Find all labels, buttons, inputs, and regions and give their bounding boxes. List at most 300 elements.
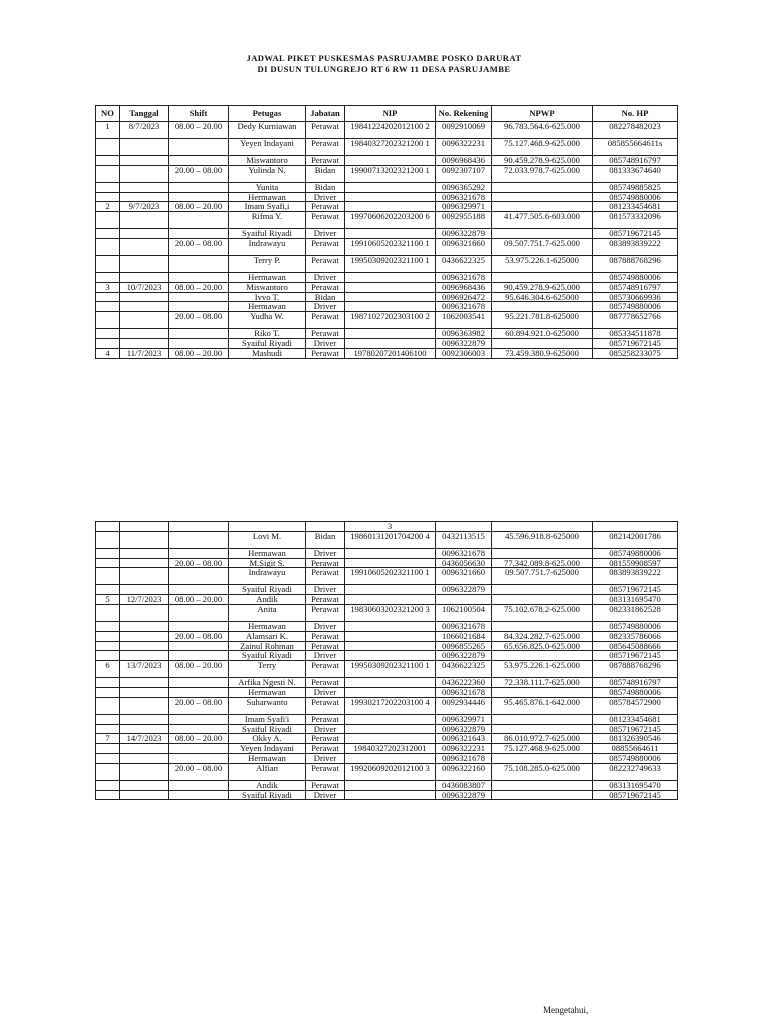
cell-tanggal — [120, 229, 169, 239]
cell-no — [96, 312, 120, 329]
cell-no — [96, 641, 120, 651]
cell-shift — [169, 753, 229, 763]
cell-tanggal — [120, 780, 169, 790]
cell-nip: 19920609202012100 3 — [345, 763, 436, 780]
table-row — [96, 678, 678, 688]
cell-no — [96, 678, 120, 688]
cell-jabatan: Perawat — [306, 238, 345, 255]
cell-jabatan: Perawat — [306, 282, 345, 292]
cell-shift — [169, 585, 229, 595]
cell-hp: 085719672145 — [593, 585, 678, 595]
cell-petugas: Syaiful Riyadi — [229, 338, 306, 348]
cell-no — [96, 558, 120, 568]
table-row — [96, 229, 678, 239]
cell-hp: 082142001786 — [593, 531, 678, 548]
cell-shift — [169, 255, 229, 272]
cell-tanggal — [120, 156, 169, 166]
cell-hp: 082278482023 — [593, 122, 678, 139]
table-row — [96, 329, 678, 339]
cell-no — [96, 780, 120, 790]
cell-hp: 083131695470 — [593, 780, 678, 790]
cell-hp: 087778652766 — [593, 312, 678, 329]
cell-npwp: 72.033.978.7-625.000 — [492, 165, 593, 182]
cell-petugas: Zainul Rohman — [229, 641, 306, 651]
cell-hp: 085855664611s — [593, 139, 678, 156]
cell-tanggal — [120, 338, 169, 348]
cell-hp: 085730669936 — [593, 292, 678, 302]
cell-nip — [345, 621, 436, 631]
cell-npwp — [492, 585, 593, 595]
cell-hp: 083893839222 — [593, 238, 678, 255]
header-nip: NIP — [345, 106, 436, 122]
cell-rekening: 0096926472 — [436, 292, 492, 302]
cell-shift — [169, 678, 229, 688]
cell-no: 3 — [96, 282, 120, 292]
cell-nip: 19930217202203100 4 — [345, 697, 436, 714]
cell-no — [96, 744, 120, 754]
cell-tanggal — [120, 255, 169, 272]
cell-no — [96, 753, 120, 763]
cell-tanggal — [120, 568, 169, 585]
cell-jabatan: Perawat — [306, 734, 345, 744]
cell-rekening: 0096322160 — [436, 763, 492, 780]
cell-nip: 19830603202321200 3 — [345, 604, 436, 621]
table-row — [96, 202, 678, 212]
cell-no: 5 — [96, 595, 120, 605]
table-row — [96, 522, 678, 532]
cell-shift: 08.00 – 20.00 — [169, 202, 229, 212]
cell-nip: 19780207201406100 — [345, 348, 436, 358]
cell-tanggal — [120, 548, 169, 558]
cell-npwp — [492, 687, 593, 697]
cell-shift — [169, 604, 229, 621]
cell-shift — [169, 229, 229, 239]
table-row — [96, 338, 678, 348]
cell-shift: 20.00 – 08.00 — [169, 631, 229, 641]
header-tanggal: Tanggal — [120, 106, 169, 122]
cell-rekening: 0432113515 — [436, 531, 492, 548]
cell-hp: 085749880006 — [593, 753, 678, 763]
cell-rekening — [436, 595, 492, 605]
cell-no — [96, 272, 120, 282]
cell-jabatan: Perawat — [306, 697, 345, 714]
cell-npwp: 65.656.825.0-625.000 — [492, 641, 593, 651]
cell-nip — [345, 631, 436, 641]
cell-no — [96, 329, 120, 339]
cell-npwp — [492, 182, 593, 192]
cell-hp: 082331862528 — [593, 604, 678, 621]
cell-jabatan: Driver — [306, 753, 345, 763]
header-jabatan: Jabatan — [306, 106, 345, 122]
cell-nip — [345, 651, 436, 661]
cell-rekening: 1062003541 — [436, 312, 492, 329]
cell-rekening: 0096329971 — [436, 714, 492, 724]
cell-shift — [169, 568, 229, 585]
cell-petugas: Syaiful Riyadi — [229, 585, 306, 595]
cell-rekening: 1066021684 — [436, 631, 492, 641]
cell-npwp — [492, 548, 593, 558]
cell-petugas: Alamsari K. — [229, 631, 306, 641]
cell-npwp: 60.894.921.0-625000 — [492, 329, 593, 339]
cell-hp: 082232749633 — [593, 763, 678, 780]
cell-rekening: 0096855265 — [436, 641, 492, 651]
cell-nip — [345, 687, 436, 697]
cell-shift — [169, 780, 229, 790]
table-row — [96, 255, 678, 272]
table-row — [96, 348, 678, 358]
cell-no — [96, 338, 120, 348]
cell-jabatan: Perawat — [306, 714, 345, 724]
cell-hp: 083893839222 — [593, 568, 678, 585]
cell-jabatan: Driver — [306, 548, 345, 558]
cell-npwp — [492, 595, 593, 605]
document-title-line-2: DI DUSUN TULUNGREJO RT 6 RW 11 DESA PASRUJAMBE — [257, 64, 511, 74]
cell-npwp: 77.342.089.8-625.000 — [492, 558, 593, 568]
cell-jabatan: Driver — [306, 790, 345, 800]
cell-rekening: 0096321678 — [436, 192, 492, 202]
cell-rekening: 0096322231 — [436, 139, 492, 156]
cell-rekening: 0436083807 — [436, 780, 492, 790]
cell-npwp: 09.507.751.7-625000 — [492, 568, 593, 585]
table-row — [96, 780, 678, 790]
cell-hp: 085749880006 — [593, 548, 678, 558]
cell-petugas: Hermawan — [229, 621, 306, 631]
table-row — [96, 302, 678, 312]
cell-hp: 087888768296 — [593, 255, 678, 272]
cell-npwp — [492, 753, 593, 763]
table-row — [96, 631, 678, 641]
cell-nip: 19860131201704200 4 — [345, 531, 436, 548]
cell-petugas: Miswantoro — [229, 282, 306, 292]
cell-rekening: 0436622325 — [436, 661, 492, 678]
cell-tanggal — [120, 212, 169, 229]
cell-petugas: Andik — [229, 780, 306, 790]
cell-npwp — [492, 302, 593, 312]
table-row — [96, 292, 678, 302]
table-row — [96, 558, 678, 568]
table-row — [96, 282, 678, 292]
cell-no — [96, 156, 120, 166]
cell-npwp: 75.108.285.0-625.000 — [492, 763, 593, 780]
cell-jabatan: Perawat — [306, 312, 345, 329]
table-row — [96, 156, 678, 166]
header-hp: No. HP — [593, 106, 678, 122]
cell-tanggal: 14/7/2023 — [120, 734, 169, 744]
table-row — [96, 139, 678, 156]
cell-no — [96, 763, 120, 780]
cell-petugas: Hermawan — [229, 302, 306, 312]
cell-npwp — [492, 229, 593, 239]
cell-nip — [345, 272, 436, 282]
cell-no — [96, 687, 120, 697]
cell-hp: 081326390546 — [593, 734, 678, 744]
cell-shift — [169, 548, 229, 558]
table-row — [96, 661, 678, 678]
cell-jabatan: Perawat — [306, 661, 345, 678]
cell-nip: 19841224202012100 2 — [345, 122, 436, 139]
cell-tanggal — [120, 165, 169, 182]
cell-tanggal — [120, 522, 169, 532]
cell-tanggal — [120, 192, 169, 202]
cell-tanggal — [120, 604, 169, 621]
cell-rekening: 0096322879 — [436, 585, 492, 595]
cell-rekening: 0092307107 — [436, 165, 492, 182]
cell-no — [96, 651, 120, 661]
cell-petugas: Andik — [229, 595, 306, 605]
cell-tanggal: 13/7/2023 — [120, 661, 169, 678]
cell-petugas: Hermawan — [229, 272, 306, 282]
table-row — [96, 651, 678, 661]
cell-jabatan: Perawat — [306, 202, 345, 212]
cell-tanggal: 12/7/2023 — [120, 595, 169, 605]
cell-jabatan: Driver — [306, 651, 345, 661]
header-npwp: NPWP — [492, 106, 593, 122]
cell-jabatan: Perawat — [306, 763, 345, 780]
cell-rekening: 0096322879 — [436, 338, 492, 348]
cell-jabatan: Perawat — [306, 678, 345, 688]
cell-jabatan: Perawat — [306, 255, 345, 272]
cell-no — [96, 790, 120, 800]
cell-petugas: Hermawan — [229, 192, 306, 202]
cell-jabatan: Driver — [306, 192, 345, 202]
cell-tanggal — [120, 641, 169, 651]
cell-petugas: Yulinda N. — [229, 165, 306, 182]
table-row — [96, 687, 678, 697]
table-row — [96, 621, 678, 631]
cell-nip — [345, 292, 436, 302]
cell-petugas: Syaiful Riyadi — [229, 229, 306, 239]
cell-no — [96, 531, 120, 548]
cell-tanggal — [120, 272, 169, 282]
cell-rekening: 0436222360 — [436, 678, 492, 688]
schedule-table-2 — [95, 521, 678, 800]
cell-tanggal — [120, 531, 169, 548]
cell-tanggal — [120, 753, 169, 763]
cell-hp: 081333674640 — [593, 165, 678, 182]
cell-rekening: 0096322879 — [436, 651, 492, 661]
table-1-body — [96, 122, 678, 359]
cell-nip: 19900713202321200 1 — [345, 165, 436, 182]
cell-no — [96, 292, 120, 302]
cell-hp: 085749880006 — [593, 192, 678, 202]
cell-shift — [169, 724, 229, 734]
cell-hp: 085748916797 — [593, 678, 678, 688]
cell-petugas: Yudha W. — [229, 312, 306, 329]
cell-npwp — [492, 790, 593, 800]
cell-nip — [345, 790, 436, 800]
cell-no — [96, 548, 120, 558]
cell-no — [96, 139, 120, 156]
cell-nip — [345, 753, 436, 763]
cell-nip — [345, 329, 436, 339]
cell-shift — [169, 192, 229, 202]
cell-shift: 08.00 – 20.00 — [169, 595, 229, 605]
cell-shift — [169, 744, 229, 754]
cell-rekening: 0096321678 — [436, 302, 492, 312]
cell-petugas: Riko T. — [229, 329, 306, 339]
cell-shift — [169, 212, 229, 229]
cell-npwp: 72.338.111.7-625.000 — [492, 678, 593, 688]
table-row — [96, 182, 678, 192]
cell-tanggal — [120, 687, 169, 697]
cell-hp: 081559908597 — [593, 558, 678, 568]
cell-no — [96, 302, 120, 312]
cell-no — [96, 522, 120, 532]
cell-jabatan: Driver — [306, 687, 345, 697]
cell-jabatan: Perawat — [306, 156, 345, 166]
table-row — [96, 212, 678, 229]
cell-rekening: 1062100504 — [436, 604, 492, 621]
cell-npwp: 96.783.564.6-625.000 — [492, 122, 593, 139]
cell-nip: 19970606202203200 6 — [345, 212, 436, 229]
table-row — [96, 122, 678, 139]
cell-hp: 081233454681 — [593, 202, 678, 212]
cell-jabatan: Perawat — [306, 329, 345, 339]
cell-petugas: Syaiful Riyadi — [229, 790, 306, 800]
cell-hp: 081233454681 — [593, 714, 678, 724]
cell-tanggal — [120, 329, 169, 339]
cell-npwp: 41.477.505.6-603.000 — [492, 212, 593, 229]
cell-shift: 20.00 – 08.00 — [169, 165, 229, 182]
cell-petugas: Ivvo T. — [229, 292, 306, 302]
table-row — [96, 192, 678, 202]
cell-npwp: 75.102.678.2-625.000 — [492, 604, 593, 621]
cell-no — [96, 229, 120, 239]
cell-hp: 085258233075 — [593, 348, 678, 358]
cell-tanggal — [120, 697, 169, 714]
cell-petugas: Terry P. — [229, 255, 306, 272]
cell-npwp: 95.646.304.6-625000 — [492, 292, 593, 302]
cell-npwp: 75.127.468.9-625.000 — [492, 139, 593, 156]
cell-shift: 08.00 – 20.00 — [169, 122, 229, 139]
cell-nip — [345, 585, 436, 595]
cell-tanggal — [120, 621, 169, 631]
cell-npwp — [492, 714, 593, 724]
cell-tanggal: 9/7/2023 — [120, 202, 169, 212]
cell-tanggal — [120, 558, 169, 568]
cell-petugas: Rifma Y. — [229, 212, 306, 229]
cell-no: 6 — [96, 661, 120, 678]
cell-rekening — [436, 522, 492, 532]
cell-npwp: 73.459.380.9-625000 — [492, 348, 593, 358]
cell-jabatan: Driver — [306, 724, 345, 734]
cell-nip: 19950309202321100 1 — [345, 255, 436, 272]
cell-rekening: 0096321660 — [436, 568, 492, 585]
cell-npwp: 86.010.972.7-625.000 — [492, 734, 593, 744]
cell-nip — [345, 229, 436, 239]
cell-nip — [345, 780, 436, 790]
cell-hp: 087888768296 — [593, 661, 678, 678]
cell-petugas: Hermawan — [229, 687, 306, 697]
table-row — [96, 604, 678, 621]
cell-npwp — [492, 272, 593, 282]
cell-shift — [169, 156, 229, 166]
cell-shift — [169, 272, 229, 282]
cell-hp: 085749880006 — [593, 621, 678, 631]
cell-rekening: 0092306003 — [436, 348, 492, 358]
cell-no — [96, 621, 120, 631]
cell-shift — [169, 182, 229, 192]
cell-jabatan: Perawat — [306, 122, 345, 139]
cell-shift: 08.00 – 20.00 — [169, 282, 229, 292]
cell-jabatan: Perawat — [306, 744, 345, 754]
cell-nip — [345, 302, 436, 312]
cell-petugas: Yunita — [229, 182, 306, 192]
cell-rekening: 0096322879 — [436, 790, 492, 800]
cell-nip: 19910605202321100 1 — [345, 238, 436, 255]
cell-hp: 085719672145 — [593, 790, 678, 800]
table-row — [96, 724, 678, 734]
cell-rekening: 0092934446 — [436, 697, 492, 714]
table-row — [96, 272, 678, 282]
cell-nip — [345, 156, 436, 166]
cell-hp — [593, 522, 678, 532]
cell-npwp: 84.324.282.7-625.000 — [492, 631, 593, 641]
cell-jabatan: Driver — [306, 621, 345, 631]
cell-hp: 08855664611 — [593, 744, 678, 754]
cell-nip — [345, 192, 436, 202]
cell-no — [96, 192, 120, 202]
cell-petugas: Indrawayu — [229, 568, 306, 585]
cell-hp: 085719672145 — [593, 338, 678, 348]
cell-hp: 085719672145 — [593, 651, 678, 661]
cell-hp: 081573332096 — [593, 212, 678, 229]
cell-no — [96, 585, 120, 595]
cell-hp: 085719672145 — [593, 229, 678, 239]
cell-rekening: 0096968436 — [436, 156, 492, 166]
cell-shift — [169, 651, 229, 661]
header-rekening: No. Rekening — [436, 106, 492, 122]
cell-hp: 085749885825 — [593, 182, 678, 192]
cell-nip — [345, 595, 436, 605]
cell-shift — [169, 329, 229, 339]
table-row — [96, 734, 678, 744]
cell-tanggal — [120, 302, 169, 312]
cell-jabatan: Driver — [306, 229, 345, 239]
table-row — [96, 312, 678, 329]
cell-nip — [345, 641, 436, 651]
cell-tanggal — [120, 312, 169, 329]
table-row — [96, 697, 678, 714]
cell-petugas: Imam Syafi,i — [229, 202, 306, 212]
cell-petugas: Imam Syafi'i — [229, 714, 306, 724]
cell-no — [96, 212, 120, 229]
cell-hp: 085748916797 — [593, 282, 678, 292]
footer-acknowledgement: Mengetahui, — [543, 1005, 589, 1015]
cell-petugas: Okky A. — [229, 734, 306, 744]
cell-rekening: 0096322879 — [436, 724, 492, 734]
cell-shift — [169, 139, 229, 156]
cell-petugas: Alfian — [229, 763, 306, 780]
cell-npwp — [492, 192, 593, 202]
cell-tanggal — [120, 139, 169, 156]
cell-npwp — [492, 724, 593, 734]
cell-no — [96, 238, 120, 255]
cell-nip — [345, 678, 436, 688]
cell-petugas: Hermawan — [229, 548, 306, 558]
cell-petugas: Suharwanto — [229, 697, 306, 714]
cell-petugas: Arfika Ngesti N. — [229, 678, 306, 688]
document-title-line-1: JADWAL PIKET PUSKESMAS PASRUJAMBE POSKO DARURAT — [246, 53, 522, 63]
cell-tanggal — [120, 790, 169, 800]
cell-npwp — [492, 202, 593, 212]
cell-shift: 08.00 – 20.00 — [169, 348, 229, 358]
cell-nip — [345, 338, 436, 348]
cell-npwp — [492, 780, 593, 790]
cell-tanggal — [120, 714, 169, 724]
cell-no — [96, 714, 120, 724]
cell-nip: 19840327202312001 — [345, 744, 436, 754]
